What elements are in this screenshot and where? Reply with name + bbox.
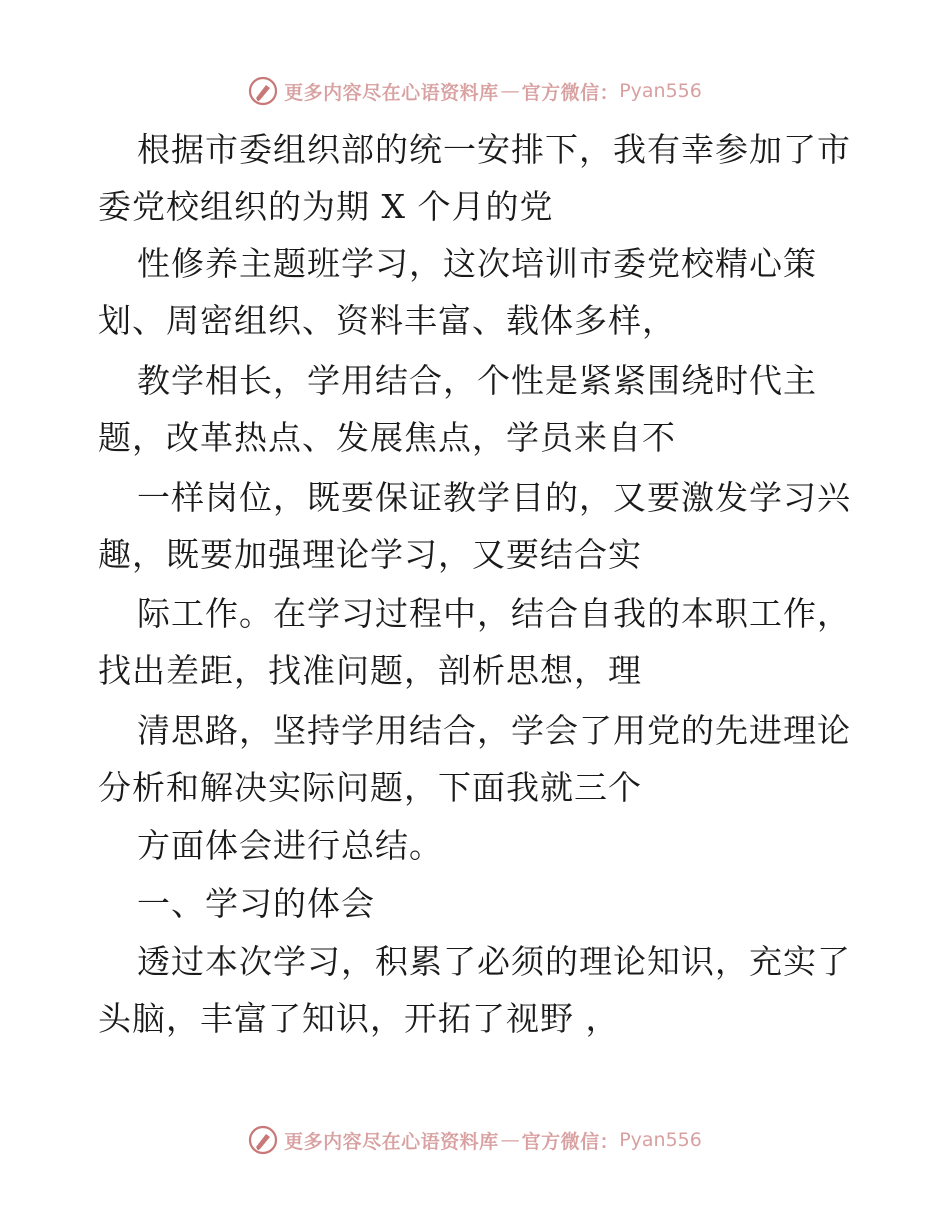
watermark-wechat-label: 官方微信： — [521, 1130, 620, 1153]
text-line: 方面体会进行总结。 — [137, 826, 443, 865]
text-line: 分析和解决实际问题，下面我就三个 — [98, 768, 642, 807]
text-line: 委党校组织的为期 X 个月的党 — [98, 187, 554, 226]
watermark-footer — [0, 1123, 950, 1157]
text-line: 找出差距，找准问题，剖析思想，理 — [98, 651, 642, 690]
text-line: 题，改革热点、发展焦点，学员来自不 — [98, 418, 676, 457]
watermark-wechat-label: 官方微信： — [521, 81, 620, 104]
watermark-separator: — — [500, 1129, 520, 1151]
text-line: 根据市委组织部的统一安排下，我有幸参加了市 — [137, 130, 851, 169]
watermark-text: 更多内容尽在心语资料库 — [284, 81, 499, 104]
text-line: 性修养主题班学习，这次培训市委党校精心策 — [137, 244, 817, 283]
section-heading: 一、学习的体会 — [137, 884, 375, 923]
text-line: 划、周密组织、资料丰富、载体多样， — [98, 301, 676, 340]
text-line: 一样岗位，既要保证教学目的，又要激发学习兴 — [137, 478, 851, 517]
text-line: 教学相长，学用结合，个性是紧紧围绕时代主 — [137, 361, 817, 400]
text-line: 际工作。在学习过程中，结合自我的本职工作， — [137, 594, 851, 633]
text-line: 头脑，丰富了知识，开拓了视野 ， — [98, 999, 620, 1038]
text-line: 趣，既要加强理论学习，又要结合实 — [98, 535, 642, 574]
text-line: 透过本次学习，积累了必须的理论知识，充实了 — [137, 942, 851, 981]
watermark-wechat-id: Pyan556 — [619, 80, 702, 102]
watermark-text: 更多内容尽在心语资料库 — [284, 1130, 499, 1153]
watermark-separator: — — [500, 80, 520, 102]
pen-logo-icon — [248, 1125, 278, 1155]
watermark-wechat-id: Pyan556 — [619, 1129, 702, 1151]
text-line: 清思路，坚持学用结合，学会了用党的先进理论 — [137, 711, 851, 750]
